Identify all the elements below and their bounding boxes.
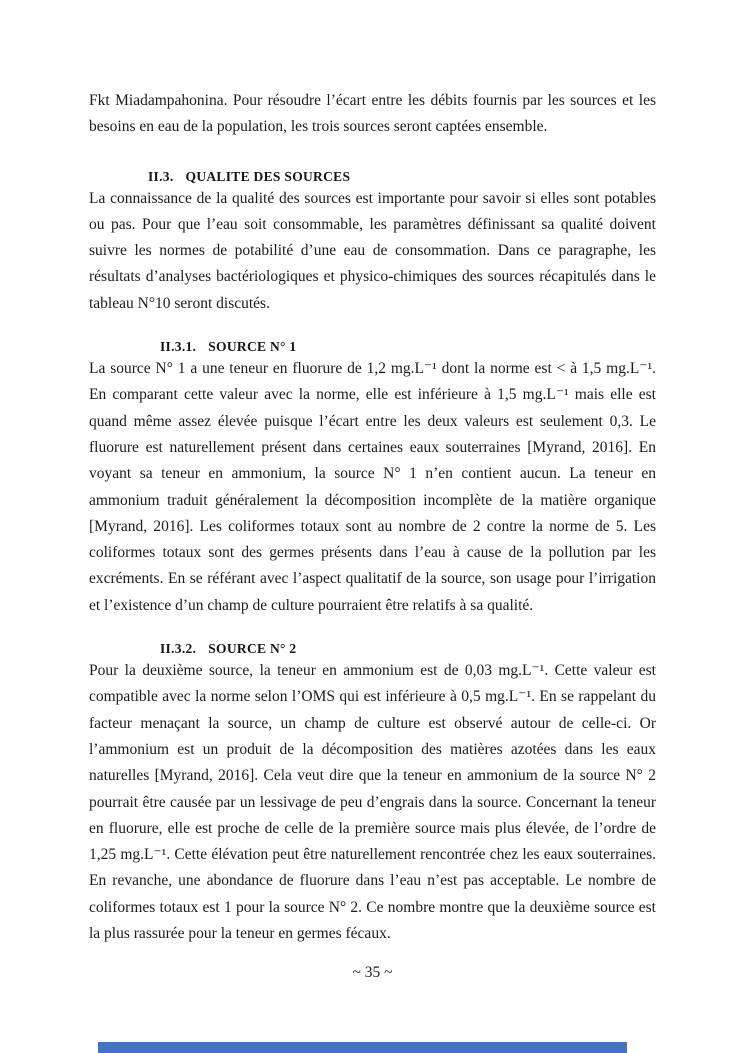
body-paragraph-qualite: La connaissance de la qualité des sources est importante pour savoir si elles sont potables ou pas. Pour que l’eau soit consommable, les paramètres définissant sa qualité doivent suivre les normes de potabilité d’une eau de consommation. Dans ce paragraphe, les résultats d’analyses bactériologiques et physico-chimiques des sources récapitulés dans le tableau N°10 seront discutés. bbox=[89, 189, 656, 312]
body-paragraph-source-2: Pour la deuxième source, la teneur en ammonium est de 0,03 mg.L⁻¹. Cette valeur est compatible avec la norme selon l’OMS qui est inférieure à 0,5 mg.L⁻¹. En se rappelant du facteur menaçant la source, un champ de culture est observé autour de celle-ci. Or l’ammonium est un produit de la décomposition des matières azotées dans les eaux naturelles [Myrand, 2016]. Cela veut dire que la teneur en ammonium de la source N° 2 pourrait être causée par un lessivage de peu d’engrais dans la source. Concernant la teneur en fluorure, elle est proche de celle de la première source mais plus élevée, de l’ordre de 1,25 mg.L⁻¹. Cette élévation peut être naturellement rencontrée chez les eaux souterraines. En revanche, une abondance de fluorure dans l’eau n’est pas acceptable. Le nombre de coliformes totaux est 1 pour la source N° 2. Ce nombre montre que la deuxième source est la plus rassurée pour la teneur en germes fécaux. bbox=[89, 662, 656, 943]
body-paragraph-source-1: La source N° 1 a une teneur en fluorure de 1,2 mg.L⁻¹ dont la norme est < à 1,5 mg.L⁻¹. En comparant cette valeur avec la norme, elle est inférieure à 1,5 mg.L⁻¹ mais elle est quand même assez élevée puisque l’écart entre les deux valeurs est seulement 0,3. Le fluorure est naturellement présent dans certaines eaux souterraines [Myrand, 2016]. En voyant sa teneur en ammonium, la source N° 1 n’en contient aucun. La teneur en ammonium traduit généralement la décomposition incomplète de la matière organique [Myrand, 2016]. Les coliformes totaux sont au nombre de 2 contre la norme de 5. Les coliformes totaux sont des germes présents dans l’eau à cause de la pollution par les excréments. En se référant avec l’aspect qualitatif de la source, son usage pour l’irrigation et l’existence d’un champ de culture pourraient être relatifs à sa qualité. bbox=[89, 360, 656, 614]
intro-paragraph: Fkt Miadampahonina. Pour résoudre l’écart entre les débits fournis par les sources et les besoins en eau de la population, les trois sources seront captées ensemble. bbox=[89, 92, 656, 136]
section-heading-source-2 bbox=[160, 640, 656, 658]
heading-title: SOURCE N° 1 bbox=[208, 339, 297, 355]
heading-title: SOURCE N° 2 bbox=[208, 641, 297, 657]
section-heading-qualite-des-sources bbox=[148, 168, 656, 186]
heading-number: II.3. bbox=[148, 168, 174, 184]
page-number: ~ 35 ~ bbox=[352, 964, 393, 982]
heading-number: II.3.1. bbox=[160, 339, 197, 355]
heading-number: II.3.2. bbox=[160, 641, 197, 657]
section-heading-source-1 bbox=[160, 338, 656, 356]
bottom-blue-bar bbox=[98, 1042, 627, 1053]
heading-title: QUALITE DES SOURCES bbox=[185, 168, 351, 184]
